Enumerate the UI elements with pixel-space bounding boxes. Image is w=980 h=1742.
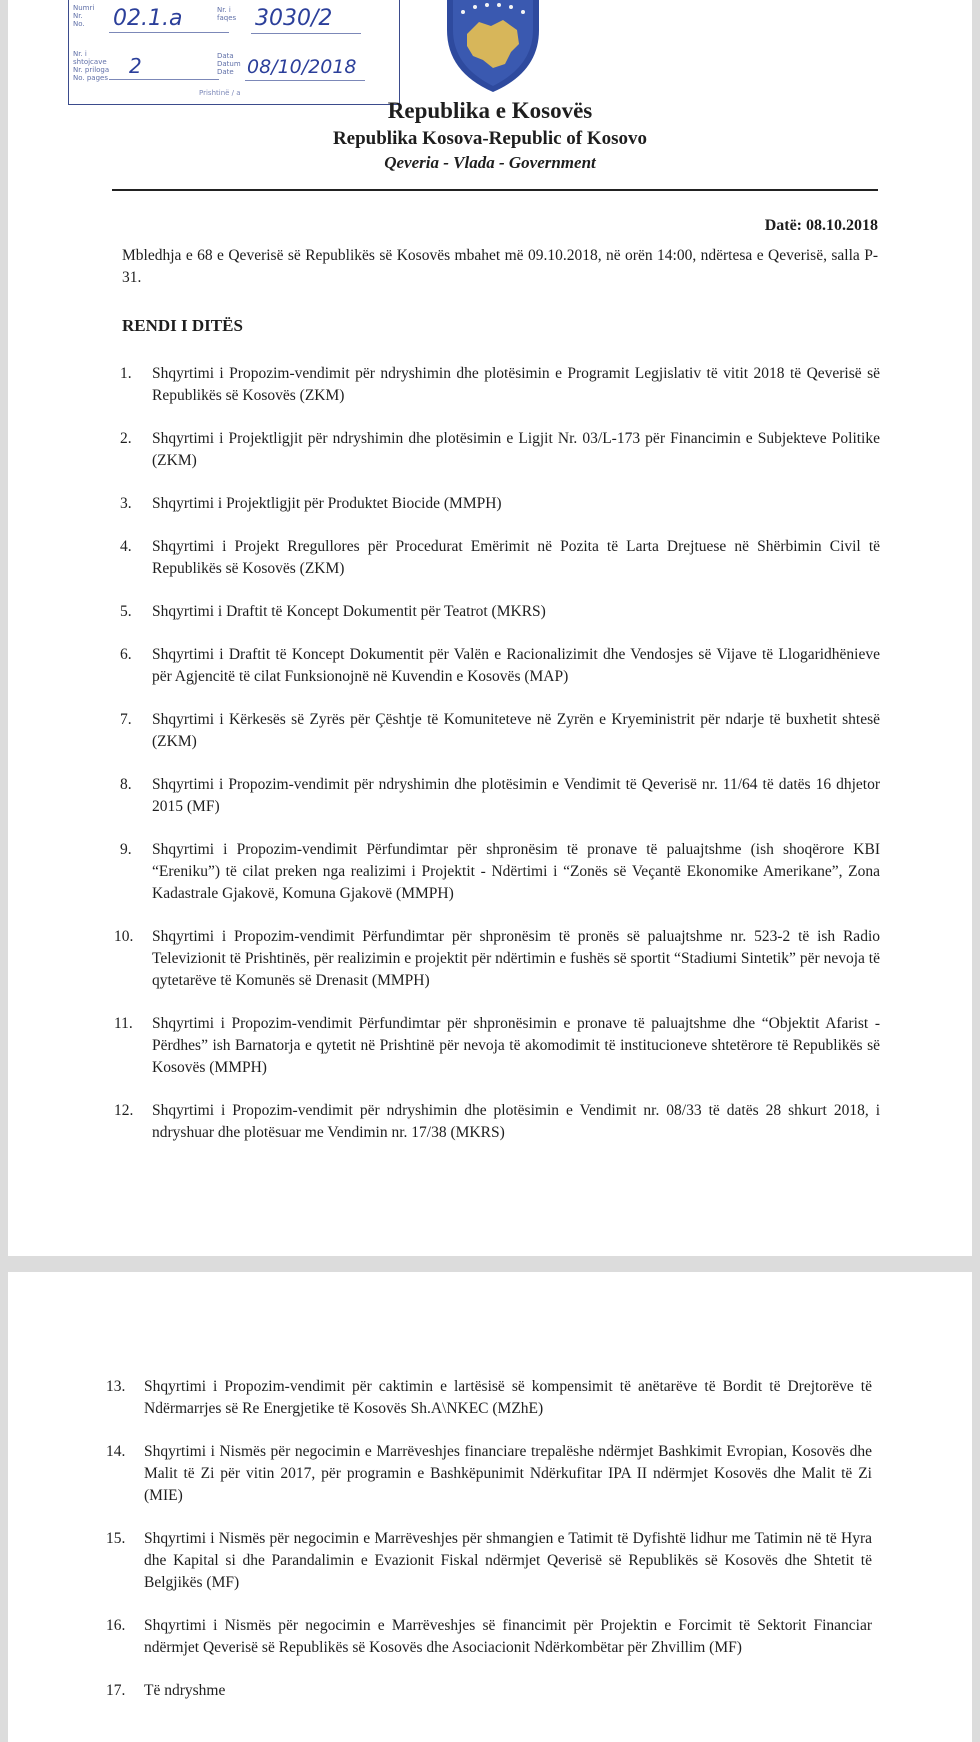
agenda-item-number: 16. [106,1617,126,1634]
stamp-label: Nr. i shtojcave Nr. priloga No. pages [73,50,110,82]
agenda-item-number: 8. [120,776,132,793]
agenda-item-number: 6. [120,646,132,663]
agenda-item [114,1100,880,1144]
republic-title: Republika e Kosovës [387,98,593,123]
agenda-item-number: 2. [120,430,132,447]
agenda-item [106,1441,872,1507]
agenda-item-text: Shqyrtimi i Propozim-vendimit Përfundimtar për shpronësimin e pronave të paluajtshme dhe “Objektit Afarist - Përdhes” ish Barnatorja e qytetit në Prishtinë për nevoja të akomodimit të institucioneve shtetërore të Republikës së Kosovës (MMPH) [152,1015,880,1076]
agenda-item-number: 14. [106,1443,126,1460]
agenda-item-text: Shqyrtimi i Propozim-vendimit për ndryshimin dhe plotësimin e Programit Legjislativ të vitit 2018 të Qeverisë së Republikës së Kosovës (ZKM) [152,365,880,404]
agenda-item [120,709,880,753]
agenda-item-number: 12. [114,1102,134,1119]
government-subtitle: Qeveria - Vlada - Government [384,153,596,172]
agenda-item-text: Shqyrtimi i Propozim-vendimit për caktimin e lartësisë së kompensimit të anëtarëve të Bordit të Drejtorëve të Ndërmarrjes së Re Energjetike të Kosovës Sh.A\NKEC (MZhE) [144,1378,872,1417]
stamp-label: Numri Nr. No. [73,4,95,28]
agenda-item [120,601,880,623]
agenda-item-text: Të ndryshme [144,1682,226,1699]
agenda-item [120,493,880,515]
agenda-item [114,926,880,992]
agenda-item-text: Shqyrtimi i Nismës për negocimin e Marrëveshjes financiare trepalëshe ndërmjet Bashkimit Evropian, Kosovës dhe Malit të Zi për vitin 2017, për programin e Bashkëpunimit Ndërkufitar IPA II ndërmjet Kosovës dhe Malit të Zi (MIE) [144,1443,872,1504]
agenda-item-number: 10. [114,928,134,945]
agenda-item-text: Shqyrtimi i Projekt Rregullores për Procedurat Emërimit në Pozita të Larta Drejtuese në Shërbimin Civil të Republikës së Kosovës (ZKM) [152,538,880,577]
stamp-code: 02.1.a [113,6,183,31]
republic-title-multilingual: Republika Kosova-Republic of Kosovo [332,128,648,149]
stamp-footer: Prishtinë / a [199,89,241,97]
stamp-pages: 2 [129,54,142,78]
agenda-item-text: Shqyrtimi i Kërkesës së Zyrës për Çështje të Komuniteteve në Zyrën e Kryeministrit për ndarje të buxhetit shtesë (ZKM) [152,711,880,750]
agenda-item [106,1528,872,1594]
agenda-item-text: Shqyrtimi i Propozim-vendimit për ndryshimin dhe plotësimin e Vendimit të Qeverisë nr. 11/64 të datës 16 dhjetor 2015 (MF) [152,776,880,815]
meeting-intro: Mbledhja e 68 e Qeverisë së Republikës së Kosovës mbahet më 09.10.2018, në orën 14:00, ndërtesa e Qeverisë, salla P-31. [122,247,878,286]
agenda-item [120,536,880,580]
agenda-item-text: Shqyrtimi i Propozim-vendimit Përfundimtar për shpronësim të pronave të paluajtshme (ish shoqërore KBI “Ereniku”) të cilat preken nga realizimi i Projektit - Ndërtimi i “Zonës së Veçantë Ekonomike Amerikane”, Zona Kadastrale Gjakovë, Komuna Gjakovë (MMPH) [152,841,880,902]
document-page-1 [8,0,972,1256]
agenda-item [120,363,880,407]
agenda-item-text: Shqyrtimi i Draftit të Koncept Dokumentit për Valën e Racionalizimit dhe Vendosjes së Vijave të Llogaridhënieve për Agjencitë të cilat Funksionojnë në Kuvendin e Kosovës (MAP) [152,646,880,685]
agenda-item-number: 11. [114,1015,133,1032]
kosovo-coat-of-arms-icon [433,0,553,92]
agenda-item [106,1376,872,1420]
agenda-item [106,1615,872,1659]
agenda-item-number: 4. [120,538,132,555]
agenda-item-text: Shqyrtimi i Propozim-vendimit për ndryshimin dhe plotësimin e Vendimit nr. 08/33 të datës 28 shkurt 2018, i ndryshuar dhe plotësuar me Vendimin nr. 17/38 (MKRS) [152,1102,880,1141]
agenda-item-number: 7. [120,711,132,728]
agenda-item [114,1013,880,1079]
agenda-item-text: Shqyrtimi i Nismës për negocimin e Marrëveshjes për shmangien e Tatimit të Dyfishtë lidhur me Tatimin në të Hyra dhe Kapital si dhe Parandalimin e Evazionit Fiskal ndërmjet Qeverisë së Republikës së Kosovës dhe Shtetit të Belgjikës (MF) [144,1530,872,1591]
agenda-item-number: 5. [120,603,132,620]
agenda-item [106,1680,872,1702]
agenda-item-text: Shqyrtimi i Projektligjit për ndryshimin dhe plotësimin e Ligjit Nr. 03/L-173 për Financimin e Subjekteve Politike (ZKM) [152,430,880,469]
document-date: Datë: 08.10.2018 [764,217,878,234]
registry-stamp [68,0,400,105]
agenda-item [120,644,880,688]
agenda-item-text: Shqyrtimi i Propozim-vendimit Përfundimtar për shpronësim të pronës së paluajtshme nr. 523-2 të ish Radio Televizionit të Prishtinës, për realizimin e projektit për ndërtimin e fushës së sportit “Stadiumi Sintetik” për nevoja të qytetarëve të Komunës së Drenasit (MMPH) [152,928,880,989]
agenda-item-text: Shqyrtimi i Projektligjit për Produktet Biocide (MMPH) [152,495,502,512]
header-divider [112,189,878,191]
agenda-item-text: Shqyrtimi i Nismës për negocimin e Marrëveshjes së financimit për Projektin e Forcimit të Sektorit Financiar ndërmjet Qeverisë së Republikës së Kosovës dhe Asociacionit Ndërkombëtar për Zhvillim (MF) [144,1617,872,1656]
agenda-item-number: 9. [120,841,132,858]
agenda-item-number: 1. [120,365,132,382]
stamp-label: Data Datum Date [217,52,241,76]
agenda-item-text: Shqyrtimi i Draftit të Koncept Dokumentit për Teatrot (MKRS) [152,603,546,620]
agenda-item-number: 15. [106,1530,126,1547]
agenda-heading: RENDI I DITËS [122,316,243,335]
stamp-date: 08/10/2018 [247,56,357,78]
agenda-item-number: 17. [106,1682,126,1699]
agenda-item [120,428,880,472]
agenda-item [120,839,880,905]
stamp-protocol-number: 3030/2 [255,6,333,31]
agenda-item-number: 13. [106,1378,126,1395]
agenda-item-number: 3. [120,495,132,512]
stamp-label: Nr. i faqes [217,6,237,22]
agenda-list-continued [106,1376,872,1723]
agenda-item [120,774,880,818]
agenda-list [114,363,880,1165]
